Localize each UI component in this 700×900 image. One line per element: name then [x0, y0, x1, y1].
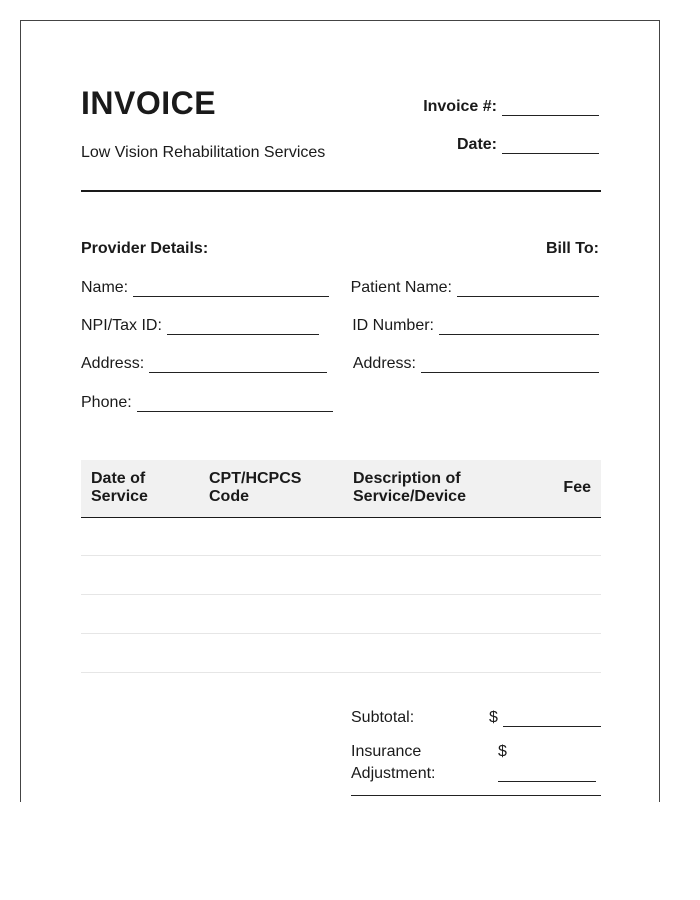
invoice-page: [20, 20, 660, 802]
insurance-adjustment-blank[interactable]: [498, 781, 596, 782]
totals-divider: [351, 795, 601, 796]
patient-id-field[interactable]: [352, 317, 599, 335]
provider-name-field[interactable]: [81, 279, 329, 297]
patient-address-label: Address:: [352, 355, 416, 372]
patient-name-blank[interactable]: [457, 282, 599, 297]
invoice-date-blank[interactable]: [502, 139, 599, 154]
invoice-subtitle: Low Vision Rehabilitation Services: [81, 144, 326, 161]
patient-address-field[interactable]: [353, 355, 599, 373]
invoice-number-label: Invoice #:: [423, 98, 497, 115]
provider-address-blank[interactable]: [149, 358, 327, 373]
column-header-cpt: CPT/HCPCS Code: [209, 470, 302, 505]
header-divider: [81, 190, 601, 192]
bill-to-heading: Bill To:: [545, 240, 599, 257]
provider-details-heading: Provider Details:: [81, 240, 209, 257]
invoice-number-field[interactable]: [423, 98, 599, 116]
insurance-currency: $: [498, 743, 507, 760]
provider-address-field[interactable]: [81, 355, 327, 373]
column-header-date: Date of Service: [91, 470, 148, 505]
invoice-number-blank[interactable]: [502, 101, 599, 116]
invoice-date-field[interactable]: [457, 136, 599, 154]
provider-address-label: Address:: [81, 355, 145, 372]
invoice-title: INVOICE: [81, 85, 217, 121]
table-row[interactable]: [81, 633, 601, 634]
subtotal-currency: $: [489, 709, 498, 726]
provider-phone-label: Phone:: [81, 394, 132, 411]
provider-npi-field[interactable]: [81, 317, 319, 335]
table-row[interactable]: [81, 555, 601, 556]
subtotal-label: Subtotal:: [351, 709, 415, 726]
provider-npi-label: NPI/Tax ID:: [81, 317, 162, 334]
insurance-adjustment-label: Insurance Adjustment:: [351, 743, 436, 782]
invoice-date-label: Date:: [456, 136, 497, 153]
patient-name-label: Patient Name:: [350, 279, 452, 296]
provider-phone-blank[interactable]: [137, 397, 333, 412]
provider-name-label: Name:: [81, 279, 129, 296]
subtotal-blank[interactable]: [503, 726, 601, 727]
provider-npi-blank[interactable]: [167, 320, 319, 335]
patient-address-blank[interactable]: [421, 358, 599, 373]
patient-id-blank[interactable]: [439, 320, 599, 335]
patient-id-label: ID Number:: [352, 317, 434, 334]
provider-name-blank[interactable]: [133, 282, 329, 297]
provider-phone-field[interactable]: [81, 394, 333, 412]
patient-name-field[interactable]: [351, 279, 599, 297]
table-row[interactable]: [81, 672, 601, 673]
table-row[interactable]: [81, 594, 601, 595]
services-table-header: [81, 460, 601, 518]
column-header-description: Description of Service/Device: [353, 470, 466, 505]
column-header-fee: Fee: [563, 479, 591, 496]
